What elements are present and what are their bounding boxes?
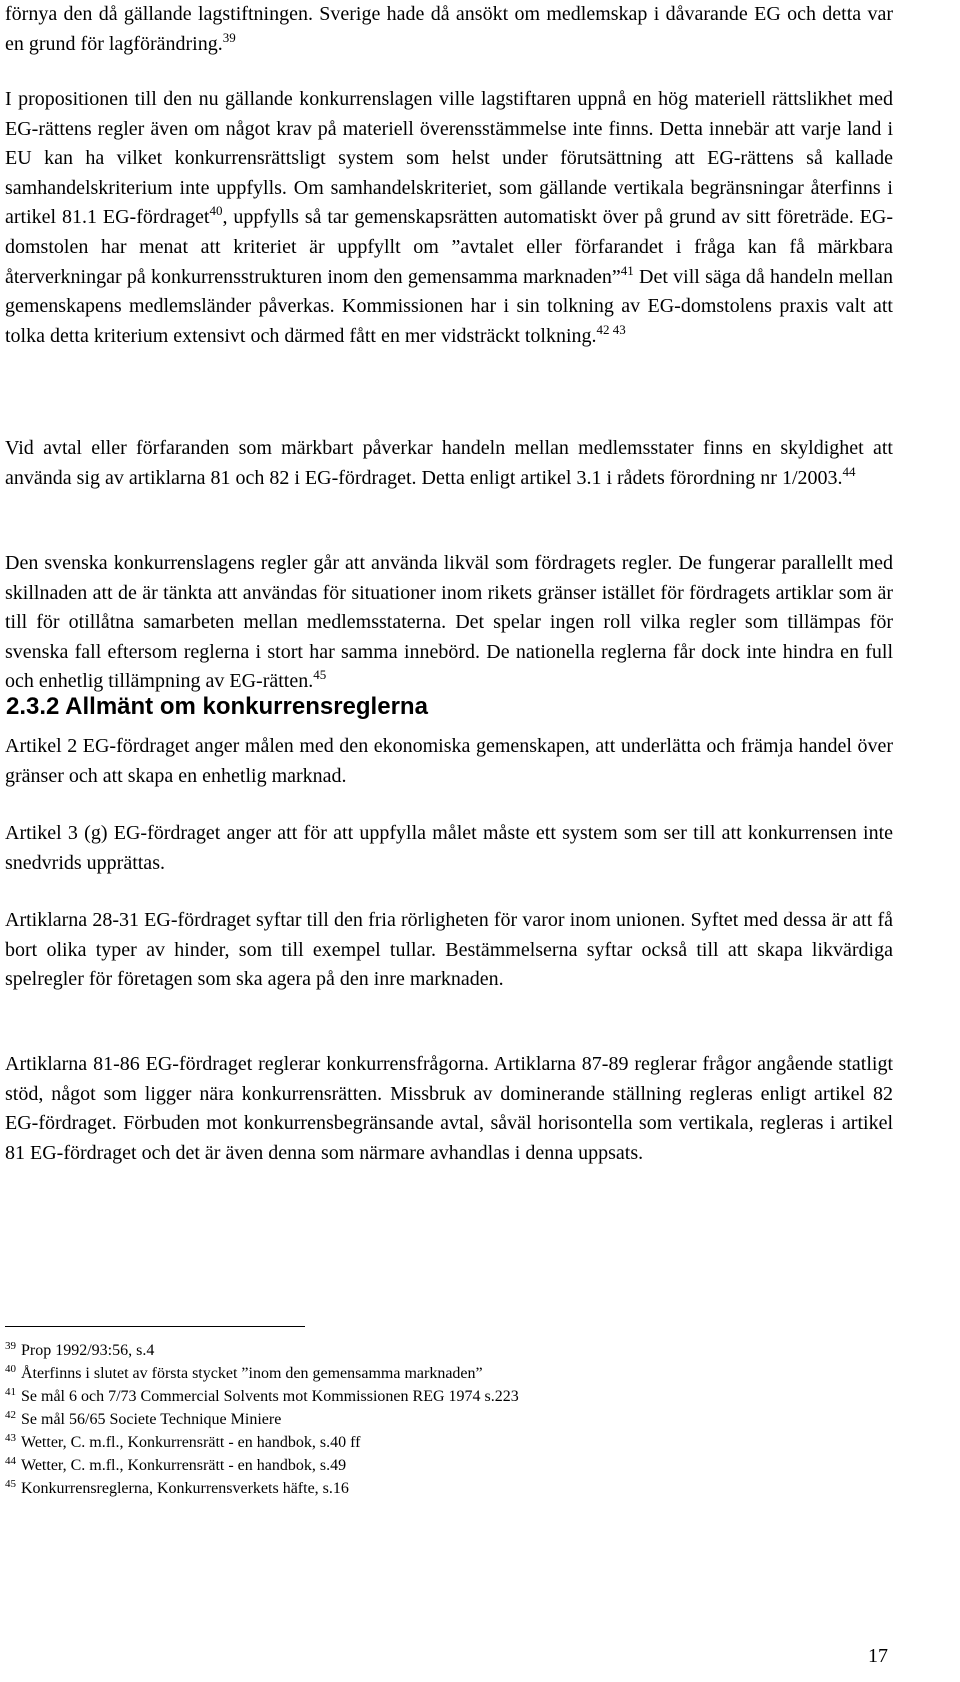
footnote-separator (5, 1326, 305, 1327)
paragraph-4 (5, 549, 893, 697)
footnote-text: Konkurrensreglerna, Konkurrensverkets häfte, s.16 (21, 1480, 349, 1497)
footnote-number: 43 (5, 1432, 16, 1444)
footnote-number: 41 (5, 1386, 16, 1398)
footnote-ref-42-43: 42 43 (596, 321, 626, 337)
footnote-text: Se mål 6 och 7/73 Commercial Solvents mot Kommissionen REG 1974 s.223 (21, 1388, 519, 1405)
paragraph-2 (5, 85, 893, 351)
paragraph-2-text-b: , uppfylls så tar gemenskapsrätten automatiskt över på grund av sitt företräde. EG-domstolen har menat att kriteriet är uppfyllt om ”avtalet eller förfarandet i fråga kan få märkbara återverkningar på konkurrensstrukturen inom den gemensamma marknaden” (5, 206, 893, 288)
paragraph-2-text-c: Det vill säga då handeln mellan gemenskapens medlemsländer påverkas. Kommissionen har i sin tolkning av EG-domstolens praxis valt att tolka detta kriterium extensivt och därmed fått en mer vidsträckt tolkning. (5, 265, 893, 347)
footnote-ref-40: 40 (209, 203, 223, 219)
footnote-text: Wetter, C. m.fl., Konkurrensrätt - en handbok, s.49 (21, 1457, 347, 1474)
paragraph-3 (5, 434, 893, 493)
section-heading: 2.3.2 Allmänt om konkurrensreglerna (6, 693, 428, 720)
footnote-number: 40 (5, 1363, 16, 1375)
footnote-text: Wetter, C. m.fl., Konkurrensrätt - en handbok, s.40 ff (21, 1434, 361, 1451)
section-paragraph-3: Artiklarna 28-31 EG-fördraget syftar till den fria rörligheten för varor inom unionen. Syftet med dessa är att få bort olika typer av hinder, som till exempel tullar. Bestämmelserna syftar också till att skapa likvärdiga spelregler för företagen som ska agera på den inre marknaden. (5, 909, 893, 991)
footnote-number: 44 (5, 1455, 16, 1467)
footnote-text: Återfinns i slutet av första stycket ”inom den gemensamma marknaden” (21, 1365, 483, 1382)
footnote (5, 1362, 885, 1385)
footnote-ref-44: 44 (842, 463, 856, 479)
footnote-ref-45: 45 (313, 667, 327, 683)
section-paragraph-4: Artiklarna 81-86 EG-fördraget reglerar konkurrensfrågorna. Artiklarna 87-89 reglerar frågor angående statligt stöd, något som ligger nära konkurrensrätten. Missbruk av dominerande ställning regleras enligt artikel 82 EG-fördraget. Förbuden mot konkurrensbegränsande avtal, såväl horisontella som vertikala, regleras i artikel 81 EG-fördraget och det är även denna som närmare avhandlas i denna uppsats. (5, 1053, 893, 1164)
footnotes (5, 1339, 885, 1500)
footnote (5, 1408, 885, 1431)
footnote-text: Prop 1992/93:56, s.4 (21, 1342, 155, 1359)
section-paragraph-2: Artikel 3 (g) EG-fördraget anger att för att uppfylla målet måste ett system som ser till att konkurrensen inte snedvrids upprättas. (5, 822, 893, 874)
footnote (5, 1454, 885, 1477)
footnote-number: 39 (5, 1340, 16, 1352)
page-number: 17 (868, 1645, 888, 1667)
footnote-number: 42 (5, 1409, 16, 1421)
paragraph-1-text: förnya den då gällande lagstiftningen. Sverige hade då ansökt om medlemskap i dåvarande EG och detta var en grund för lagförändring. (5, 3, 893, 55)
footnote-ref-41: 41 (620, 262, 634, 278)
footnote (5, 1385, 885, 1408)
paragraph-4-text: Den svenska konkurrenslagens regler går att använda likväl som fördragets regler. De fungerar parallellt med skillnaden att de är tänkta att användas för situationer inom rikets gränser istället för fördragets artiklar som är till för otillåtna samarbeten mellan medlemsstaterna. Det spelar ingen roll vilka regler som tillämpas för svenska fall eftersom reglerna i stort har samma innebörd. De nationella reglerna får dock inte hindra en full och enhetlig tillämpning av EG-rätten. (5, 552, 893, 693)
footnote (5, 1339, 885, 1362)
footnote (5, 1431, 885, 1454)
paragraph-3-text: Vid avtal eller förfaranden som märkbart påverkar handeln mellan medlemsstater finns en skyldighet att använda sig av artiklarna 81 och 82 i EG-fördraget. Detta enligt artikel 3.1 i rådets förordning nr 1/2003. (5, 437, 893, 489)
footnote-number: 45 (5, 1478, 16, 1490)
footnote (5, 1477, 885, 1500)
footnote-text: Se mål 56/65 Societe Technique Miniere (21, 1411, 282, 1428)
section-paragraph-1: Artikel 2 EG-fördraget anger målen med den ekonomiska gemenskapen, att underlätta och främja handel över gränser och att skapa en enhetlig marknad. (5, 735, 893, 787)
paragraph-1 (5, 0, 893, 59)
paragraph-2-text-a: I propositionen till den nu gällande konkurrenslagen ville lagstiftaren uppnå en hög materiell rättslikhet med EG-rättens regler även om något krav på materiell överensstämmelse inte finns. Detta innebär att varje land i EU kan ha vilket konkurrensrättsligt system som helst under förutsättning att EG-rättens så kallade samhandelskriterium inte uppfylls. Om samhandelskriteriet, som gällande vertikala begränsningar återfinns i artikel 81.1 EG-fördraget (5, 88, 893, 229)
footnote-ref-39: 39 (222, 29, 236, 45)
